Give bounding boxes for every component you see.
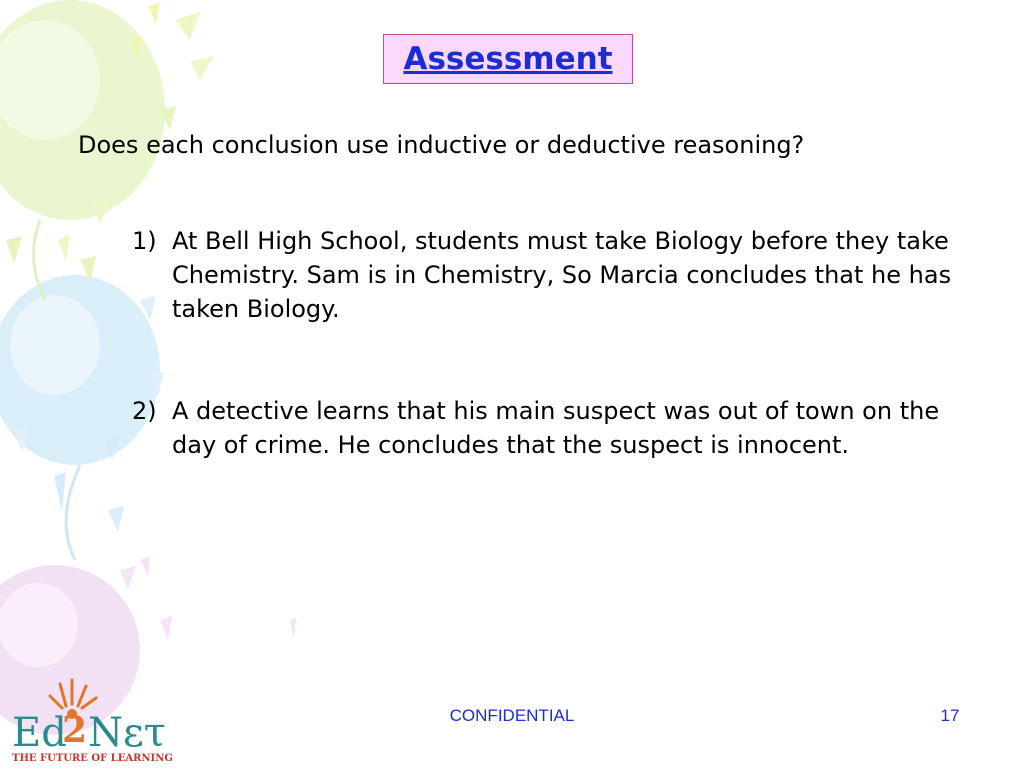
svg-text:Ed: Ed: [12, 710, 67, 756]
svg-text:2: 2: [62, 709, 88, 751]
page-number: 17: [940, 706, 960, 725]
list-item: [132, 394, 952, 462]
item-number: 1): [132, 227, 157, 255]
title-box: [383, 34, 633, 84]
item-text: At Bell High School, students must take Biology before they take Chemistry. Sam is in Chemistry, So Marcia concludes that he has taken Biology.: [172, 227, 952, 323]
question-text: Does each conclusion use inductive or deductive reasoning?: [78, 131, 805, 159]
item-text: A detective learns that his main suspect was out of town on the day of crime. He concludes that the suspect is innocent.: [172, 397, 940, 459]
footer-confidential: CONFIDENTIAL: [449, 706, 575, 725]
list-item: [132, 224, 952, 326]
slide-title: Assessment: [403, 41, 613, 77]
svg-text:Nετ: Nετ: [88, 710, 166, 756]
ed2net-logo: [8, 676, 173, 764]
svg-text:THE FUTURE OF LEARNING: THE FUTURE OF LEARNING: [12, 753, 173, 764]
item-number: 2): [132, 397, 157, 425]
logo-figure-icon: [50, 680, 96, 708]
